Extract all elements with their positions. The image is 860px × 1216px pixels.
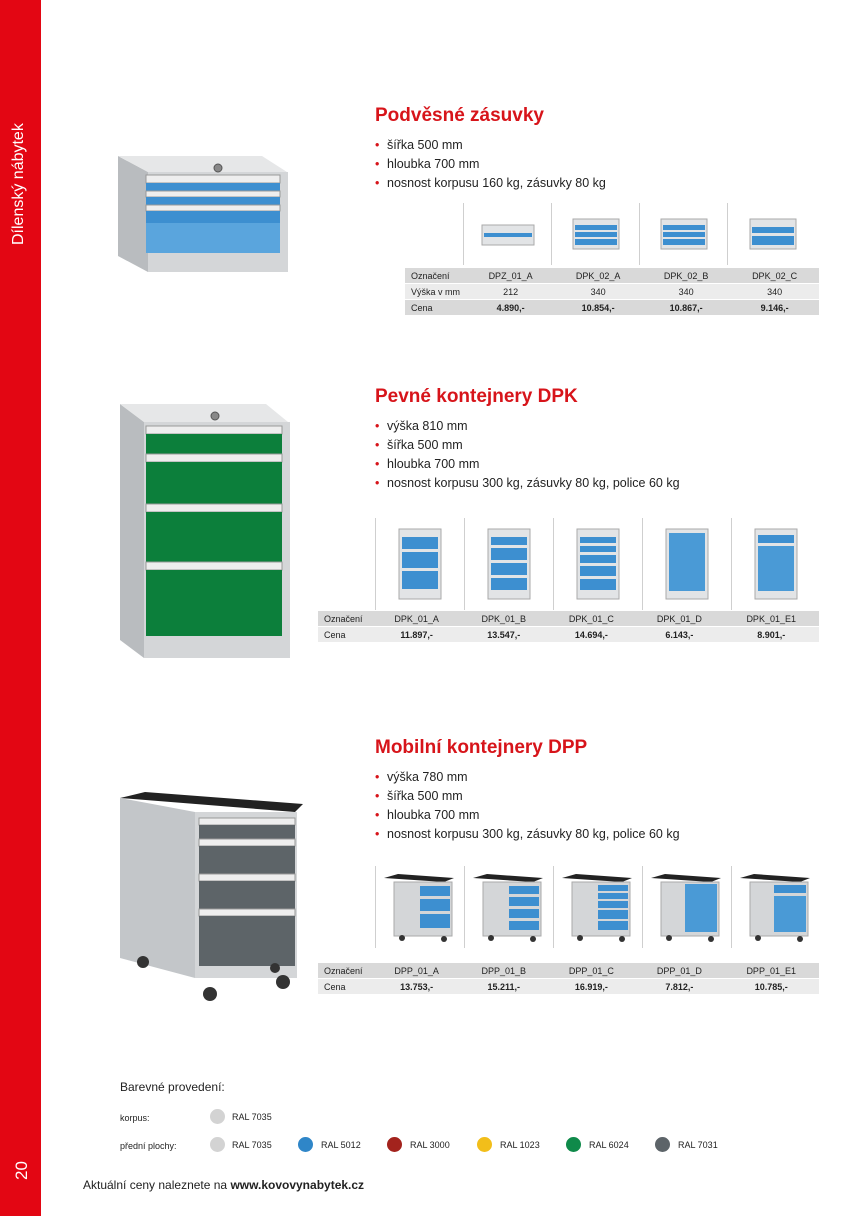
price-cell: 7.812,- [635,979,723,995]
table-cell: DPK_01_E1 [723,611,819,627]
row-label: Výška v mm [405,284,467,300]
table-cell: DPK_01_D [635,611,723,627]
footer [83,1178,364,1192]
footer-link[interactable]: www.kovovynabytek.cz [230,1178,365,1192]
table-cell: DPP_01_D [635,963,723,979]
spec-item: • nosnost korpusu 300 kg, zásuvky 80 kg, police 60 kg [375,474,680,493]
section-title: Podvěsné zásuvky [375,105,544,126]
table-cell: DPP_01_E1 [723,963,819,979]
spec-item: • šířka 500 mm [375,136,606,155]
color-swatch [298,1137,313,1152]
spec-item: • šířka 500 mm [375,436,680,455]
price-cell: 13.547,- [460,627,547,643]
product-thumbnail [464,518,553,610]
table-row [405,300,819,316]
table-row [405,284,819,300]
color-swatch [655,1137,670,1152]
row-label: Cena [405,300,467,316]
price-cell: 13.753,- [373,979,460,995]
spec-list [375,136,606,193]
table-cell: DPP_01_C [547,963,635,979]
color-swatch [210,1137,225,1152]
spec-item: • šířka 500 mm [375,787,680,806]
table-cell: DPK_01_B [460,611,547,627]
color-swatch [387,1137,402,1152]
product-thumbnails [375,518,820,610]
container-dpk-image [116,400,296,662]
container-dpp-image [115,790,305,1005]
table-row [318,963,819,979]
swatch-label: RAL 3000 [410,1140,450,1150]
swatch-label: RAL 7035 [232,1140,272,1150]
price-cell: 10.785,- [723,979,819,995]
spec-item: • hloubka 700 mm [375,455,680,474]
price-cell: 4.890,- [467,300,554,316]
swatch-label: RAL 1023 [500,1140,540,1150]
drawer-unit-image [112,150,297,275]
color-swatch [210,1109,225,1124]
table-cell: DPK_01_C [547,611,635,627]
spec-item: • hloubka 700 mm [375,155,606,174]
price-cell: 9.146,- [730,300,819,316]
product-thumbnail [463,203,551,265]
table-cell: 340 [554,284,642,300]
table-cell: DPK_02_A [554,268,642,284]
price-cell: 15.211,- [460,979,547,995]
swatch-label: RAL 7035 [232,1112,272,1122]
price-table [318,611,819,643]
table-cell: 340 [642,284,730,300]
table-cell: DPK_02_C [730,268,819,284]
product-thumbnail [464,866,553,948]
product-thumbnail [553,866,642,948]
table-cell: 340 [730,284,819,300]
spec-list [375,768,680,844]
price-cell: 10.854,- [554,300,642,316]
price-cell: 8.901,- [723,627,819,643]
row-label: Označení [318,963,373,979]
sidebar [0,0,41,1216]
table-row [405,268,819,284]
product-thumbnail [731,866,820,948]
section-title: Mobilní kontejnery DPP [375,737,588,758]
product-thumbnail [642,866,731,948]
sidebar-title: Dílenský nábytek [10,123,27,245]
price-cell: 6.143,- [635,627,723,643]
page-number: 20 [12,1161,31,1180]
price-cell: 10.867,- [642,300,730,316]
product-thumbnails [375,866,820,948]
price-cell: 11.897,- [373,627,460,643]
spec-item: • hloubka 700 mm [375,806,680,825]
table-row [318,627,819,643]
swatch-label: RAL 5012 [321,1140,361,1150]
price-cell: 16.919,- [547,979,635,995]
product-thumbnail [551,203,639,265]
spec-item: • výška 780 mm [375,768,680,787]
product-thumbnail [642,518,731,610]
spec-item: • výška 810 mm [375,417,680,436]
product-thumbnail [375,518,464,610]
swatch-label: RAL 6024 [589,1140,629,1150]
product-thumbnail [727,203,817,265]
color-options-title: Barevné provedení: [120,1080,225,1094]
product-thumbnail [731,518,820,610]
row-label: Označení [318,611,373,627]
price-table [405,268,819,316]
row-label: Cena [318,627,373,643]
product-thumbnails [463,203,817,265]
product-thumbnail [375,866,464,948]
color-swatch [477,1137,492,1152]
fronts-label: přední plochy: [120,1141,177,1151]
table-cell: DPZ_01_A [467,268,554,284]
price-table [318,963,819,995]
spec-item: • nosnost korpusu 300 kg, zásuvky 80 kg, police 60 kg [375,825,680,844]
price-cell: 14.694,- [547,627,635,643]
swatch-label: RAL 7031 [678,1140,718,1150]
table-cell: DPK_02_B [642,268,730,284]
row-label: Cena [318,979,373,995]
table-row [318,979,819,995]
table-row [318,611,819,627]
section-title: Pevné kontejnery DPK [375,386,578,407]
corpus-label: korpus: [120,1113,150,1123]
footer-text: Aktuální ceny naleznete na [83,1178,231,1192]
table-cell: DPP_01_A [373,963,460,979]
spec-list [375,417,680,493]
row-label: Označení [405,268,467,284]
table-cell: DPK_01_A [373,611,460,627]
product-thumbnail [553,518,642,610]
color-swatch [566,1137,581,1152]
spec-item: • nosnost korpusu 160 kg, zásuvky 80 kg [375,174,606,193]
table-cell: DPP_01_B [460,963,547,979]
product-thumbnail [639,203,727,265]
table-cell: 212 [467,284,554,300]
